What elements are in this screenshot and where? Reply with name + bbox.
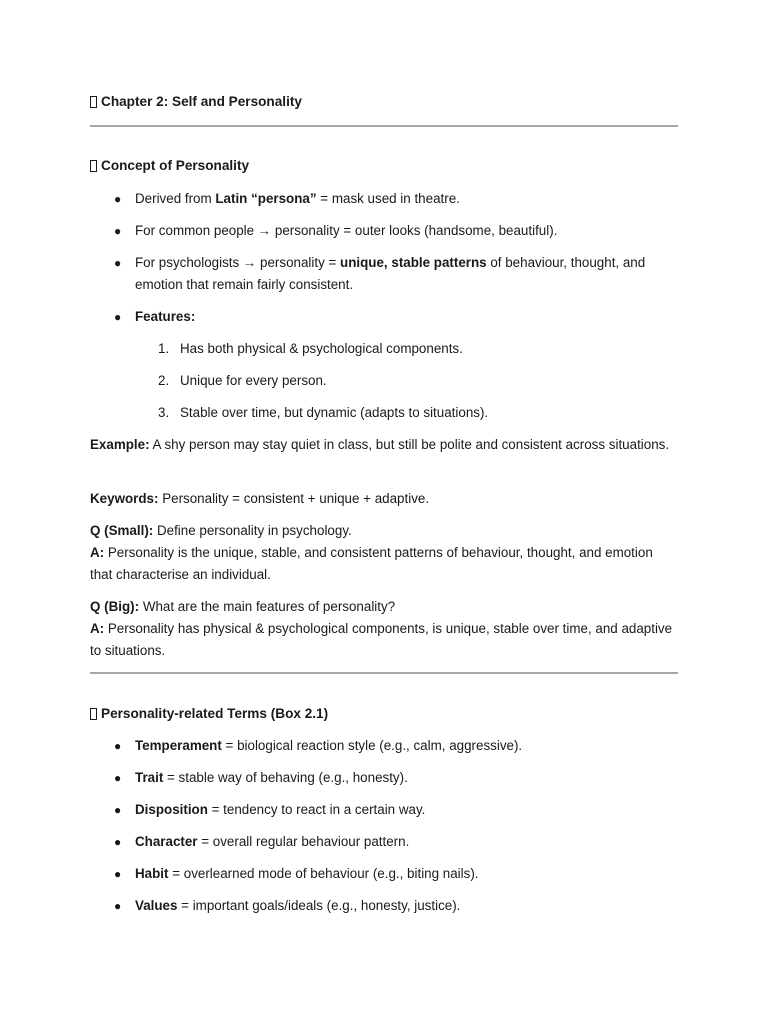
missing-glyph-icon [90, 708, 97, 720]
bullet-icon: ● [114, 803, 122, 817]
bullet-icon: ● [114, 256, 122, 270]
example-paragraph: Example: A shy person may stay quiet in class, but still be polite and consistent across situations. [90, 437, 670, 452]
chapter-heading: Chapter 2: Self and Personality [90, 94, 302, 109]
list-item: ● Values = important goals/ideals (e.g., honesty, justice). [135, 895, 678, 917]
bullet-icon: ● [114, 310, 122, 324]
answer-big: A: Personality has physical & psychological components, is unique, stable over time, and adaptive to situations. [90, 621, 673, 658]
list-item: ● For psychologists → personality = unique, stable patterns of behaviour, thought, and emotion that remain fairly consistent. [135, 252, 678, 296]
question-small: Q (Small): Define personality in psychology. [90, 523, 352, 538]
keywords-paragraph: Keywords: Personality = consistent + unique + adaptive. [90, 491, 430, 506]
list-item: ● Disposition = tendency to react in a certain way. [135, 799, 678, 821]
numbered-item: 1. Has both physical & psychological components. [158, 341, 463, 356]
missing-glyph-icon [90, 160, 97, 172]
bullet-icon: ● [114, 867, 122, 881]
bullet-icon: ● [114, 835, 122, 849]
divider [90, 125, 678, 127]
list-item-features: ● Features: [135, 306, 678, 328]
numbered-item: 2. Unique for every person. [158, 373, 327, 388]
bullet-icon: ● [114, 771, 122, 785]
list-item: ● Trait = stable way of behaving (e.g., honesty). [135, 767, 678, 789]
divider [90, 672, 678, 674]
list-item: ● Habit = overlearned mode of behaviour (e.g., biting nails). [135, 863, 678, 885]
bullet-icon: ● [114, 224, 122, 238]
numbered-item: 3. Stable over time, but dynamic (adapts to situations). [158, 405, 489, 420]
list-item: ● Character = overall regular behaviour pattern. [135, 831, 678, 853]
list-item: ● Derived from Latin “persona” = mask used in theatre. [135, 188, 678, 210]
bullet-icon: ● [114, 739, 122, 753]
bullet-icon: ● [114, 899, 122, 913]
section-heading-concept: Concept of Personality [90, 158, 249, 173]
list-item: ● For common people → personality = outer looks (handsome, beautiful). [135, 220, 678, 242]
missing-glyph-icon [90, 96, 97, 108]
section-heading-terms: Personality-related Terms (Box 2.1) [90, 706, 328, 721]
list-item: ● Temperament = biological reaction style (e.g., calm, aggressive). [135, 735, 678, 757]
answer-small: A: Personality is the unique, stable, and consistent patterns of behaviour, thought, and emotion that characterise an individual. [90, 545, 653, 582]
bullet-icon: ● [114, 192, 122, 206]
question-big: Q (Big): What are the main features of personality? [90, 599, 396, 614]
